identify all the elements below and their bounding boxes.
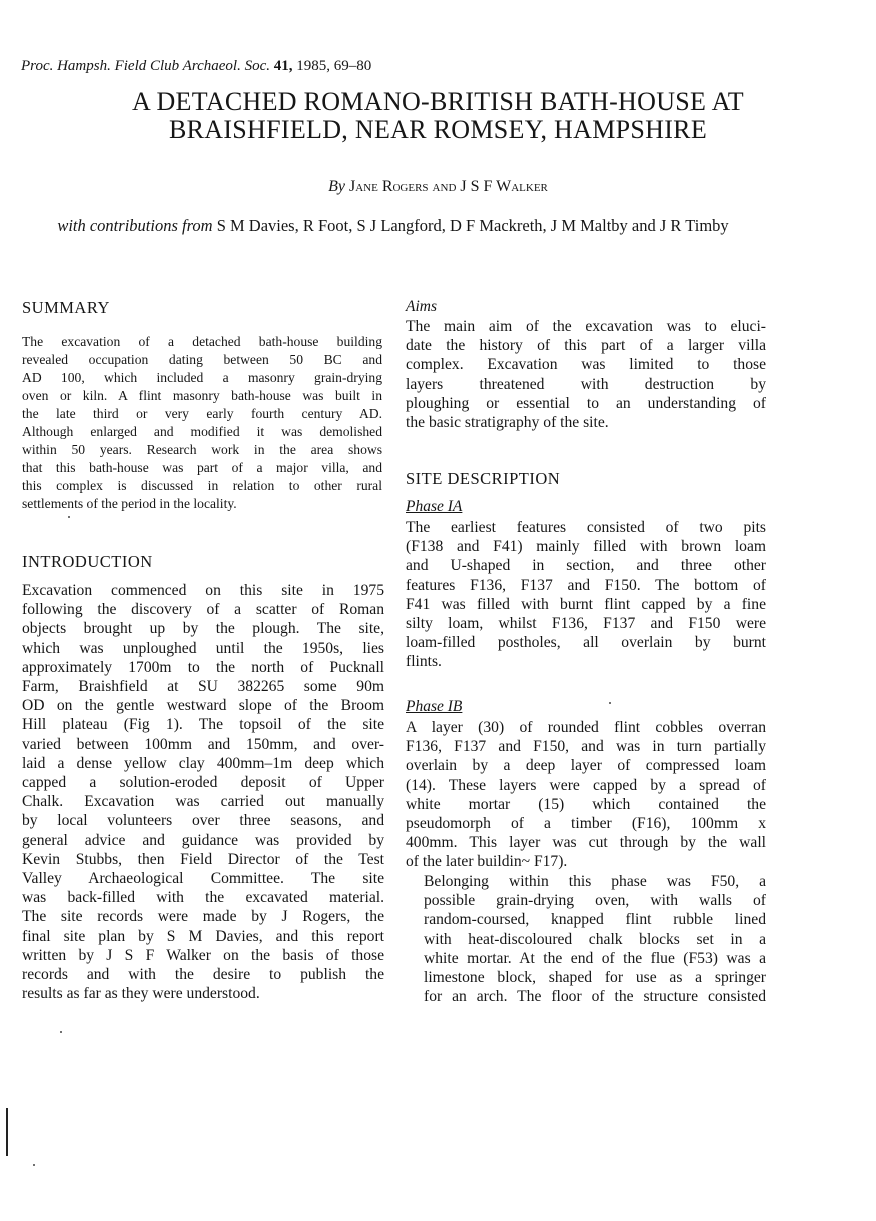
phase-ib-line: Belonging within this phase was F50, a	[424, 873, 766, 890]
aims-line: layers threatened with destruction by	[406, 375, 766, 393]
byline-by: By	[328, 178, 345, 195]
phase-ia-line: flints.	[406, 653, 442, 671]
intro-line: OD on the gentle westward slope of the Broom	[22, 697, 384, 715]
intro-line: which was unploughed until the 1950s, lies	[22, 639, 384, 657]
contributions-prefix: with contributions from	[57, 216, 213, 235]
summary-line: the late third or very early fourth century AD.	[22, 406, 382, 421]
journal-year-pages: 1985, 69–80	[296, 58, 372, 74]
scan-speck	[60, 1031, 62, 1033]
article-title	[0, 88, 876, 144]
summary-line: The excavation of a detached bath-house building	[22, 334, 382, 349]
intro-line: Hill plateau (Fig 1). The topsoil of the site	[22, 716, 384, 734]
site-description-heading: SITE DESCRIPTION	[406, 469, 561, 488]
aims-paragraph	[406, 317, 766, 432]
scan-speck	[609, 702, 611, 704]
phase-ib-subheading: Phase IB	[406, 698, 463, 715]
phase-ib-line: 400mm. This layer was cut through by the wall	[406, 834, 766, 852]
phase-ia-line: and U-shaped in section, and three other	[406, 557, 766, 575]
phase-ia-subheading: Phase IA	[406, 498, 463, 515]
summary-line: Although enlarged and modified it was demolished	[22, 424, 382, 439]
journal-volume: 41,	[273, 58, 293, 74]
phase-ib-line: white mortar. At the end of the flue (F53) was a	[424, 949, 766, 967]
intro-line: Kevin Stubbs, then Field Director of the Test	[22, 850, 384, 868]
contributions	[22, 215, 764, 236]
intro-line: written by J S F Walker on the basis of those	[22, 946, 384, 964]
phase-ib-line: limestone block, shaped for use as a springer	[424, 969, 766, 987]
summary-heading: SUMMARY	[22, 298, 110, 317]
introduction-heading: INTRODUCTION	[22, 552, 153, 571]
title-line-1: A DETACHED ROMANO-BRITISH BATH-HOUSE AT	[132, 87, 744, 116]
summary-line: that this bath-house was part of a major villa, and	[22, 460, 382, 475]
byline-authors: Jane Rogers and J S F Walker	[348, 178, 548, 195]
intro-line: was back-filled with the excavated material.	[22, 889, 384, 907]
summary-line: AD 100, which included a masonry grain-drying	[22, 370, 382, 385]
journal-name: Proc. Hampsh. Field Club Archaeol. Soc.	[21, 58, 270, 74]
intro-line: general advice and guidance was provided by	[22, 831, 384, 849]
phase-ib-line: A layer (30) of rounded flint cobbles overran	[406, 719, 766, 736]
phase-ib-line: F136, F137 and F150, and was in turn partially	[406, 738, 766, 756]
phase-ib-line: possible grain-drying oven, with walls of	[424, 892, 766, 910]
intro-line: laid a dense yellow clay 400mm–1m deep which	[22, 754, 384, 772]
phase-ib-line: for an arch. The floor of the structure consisted	[424, 988, 766, 1006]
phase-ib-line: (14). These layers were capped by a spread of	[406, 776, 766, 794]
phase-ib-paragraph-2	[406, 872, 766, 1006]
phase-ib-line: of the later buildin~ F17).	[406, 853, 568, 871]
aims-line: the basic stratigraphy of the site.	[406, 414, 609, 432]
phase-ia-line: features F136, F137 and F150. The bottom of	[406, 576, 766, 594]
intro-line: by local volunteers over three seasons, and	[22, 812, 384, 830]
intro-line: results as far as they were understood.	[22, 985, 260, 1003]
byline	[0, 178, 876, 196]
intro-line: Valley Archaeological Committee. The site	[22, 870, 384, 888]
phase-ia-line: silty loam, whilst F136, F137 and F150 were	[406, 615, 766, 633]
summary-line: oven or kiln. A flint masonry bath-house was built in	[22, 388, 382, 403]
summary-line: within 50 years. Research work in the area shows	[22, 442, 382, 457]
aims-subheading: Aims	[406, 298, 437, 315]
phase-ia-paragraph	[406, 518, 766, 672]
intro-line: Excavation commenced on this site in 1975	[22, 582, 384, 599]
intro-line: capped a solution-eroded deposit of Upper	[22, 774, 384, 792]
contributions-names: S M Davies, R Foot, S J Langford, D F Mackreth, J M Maltby and J R Timby	[216, 216, 729, 235]
phase-ia-line: loam-filled postholes, all overlain by burnt	[406, 634, 766, 652]
phase-ia-line: (F138 and F41) mainly filled with brown loam	[406, 538, 766, 556]
intro-line: objects brought up by the plough. The site,	[22, 620, 384, 638]
intro-line: varied between 100mm and 150mm, and over-	[22, 735, 384, 753]
summary-paragraph	[22, 333, 382, 513]
scan-speck	[68, 516, 70, 518]
phase-ib-line: overlain by a deep layer of compressed loam	[406, 757, 766, 775]
journal-citation	[21, 58, 371, 75]
intro-line: Farm, Braishfield at SU 382265 some 90m	[22, 678, 384, 696]
intro-line: final site plan by S M Davies, and this report	[22, 927, 384, 945]
scan-speck	[33, 1164, 35, 1166]
phase-ib-line: pseudomorph of a timber (F16), 100mm x	[406, 815, 766, 833]
title-line-2: BRAISHFIELD, NEAR ROMSEY, HAMPSHIRE	[168, 115, 708, 144]
phase-ib-line: white mortar (15) which contained the	[406, 795, 766, 813]
intro-line: approximately 1700m to the north of Pucknall	[22, 658, 384, 676]
intro-line: Chalk. Excavation was carried out manually	[22, 793, 384, 811]
intro-line: following the discovery of a scatter of Roman	[22, 601, 384, 619]
intro-line: The site records were made by J Rogers, the	[22, 908, 384, 926]
summary-line: settlements of the period in the locality.	[22, 496, 237, 511]
aims-line: complex. Excavation was limited to those	[406, 356, 766, 374]
phase-ib-paragraph-1	[406, 718, 766, 872]
phase-ib-line: with heat-discoloured chalk blocks set in a	[424, 930, 766, 948]
introduction-paragraph	[22, 581, 384, 1003]
aims-line: The main aim of the excavation was to eluci-	[406, 318, 766, 335]
summary-line: this complex is discussed in relation to other rural	[22, 478, 382, 493]
aims-line: date the history of this part of a larger villa	[406, 337, 766, 355]
phase-ia-line: The earliest features consisted of two pits	[406, 519, 766, 536]
intro-line: records and with the desire to publish the	[22, 966, 384, 984]
scan-margin-mark	[6, 1108, 8, 1156]
aims-line: ploughing or essential to an understanding of	[406, 394, 766, 412]
phase-ib-line: random-coursed, knapped flint rubble lined	[424, 911, 766, 929]
summary-line: revealed occupation dating between 50 BC and	[22, 352, 382, 367]
phase-ia-line: F41 was filled with burnt flint capped by a fine	[406, 595, 766, 613]
